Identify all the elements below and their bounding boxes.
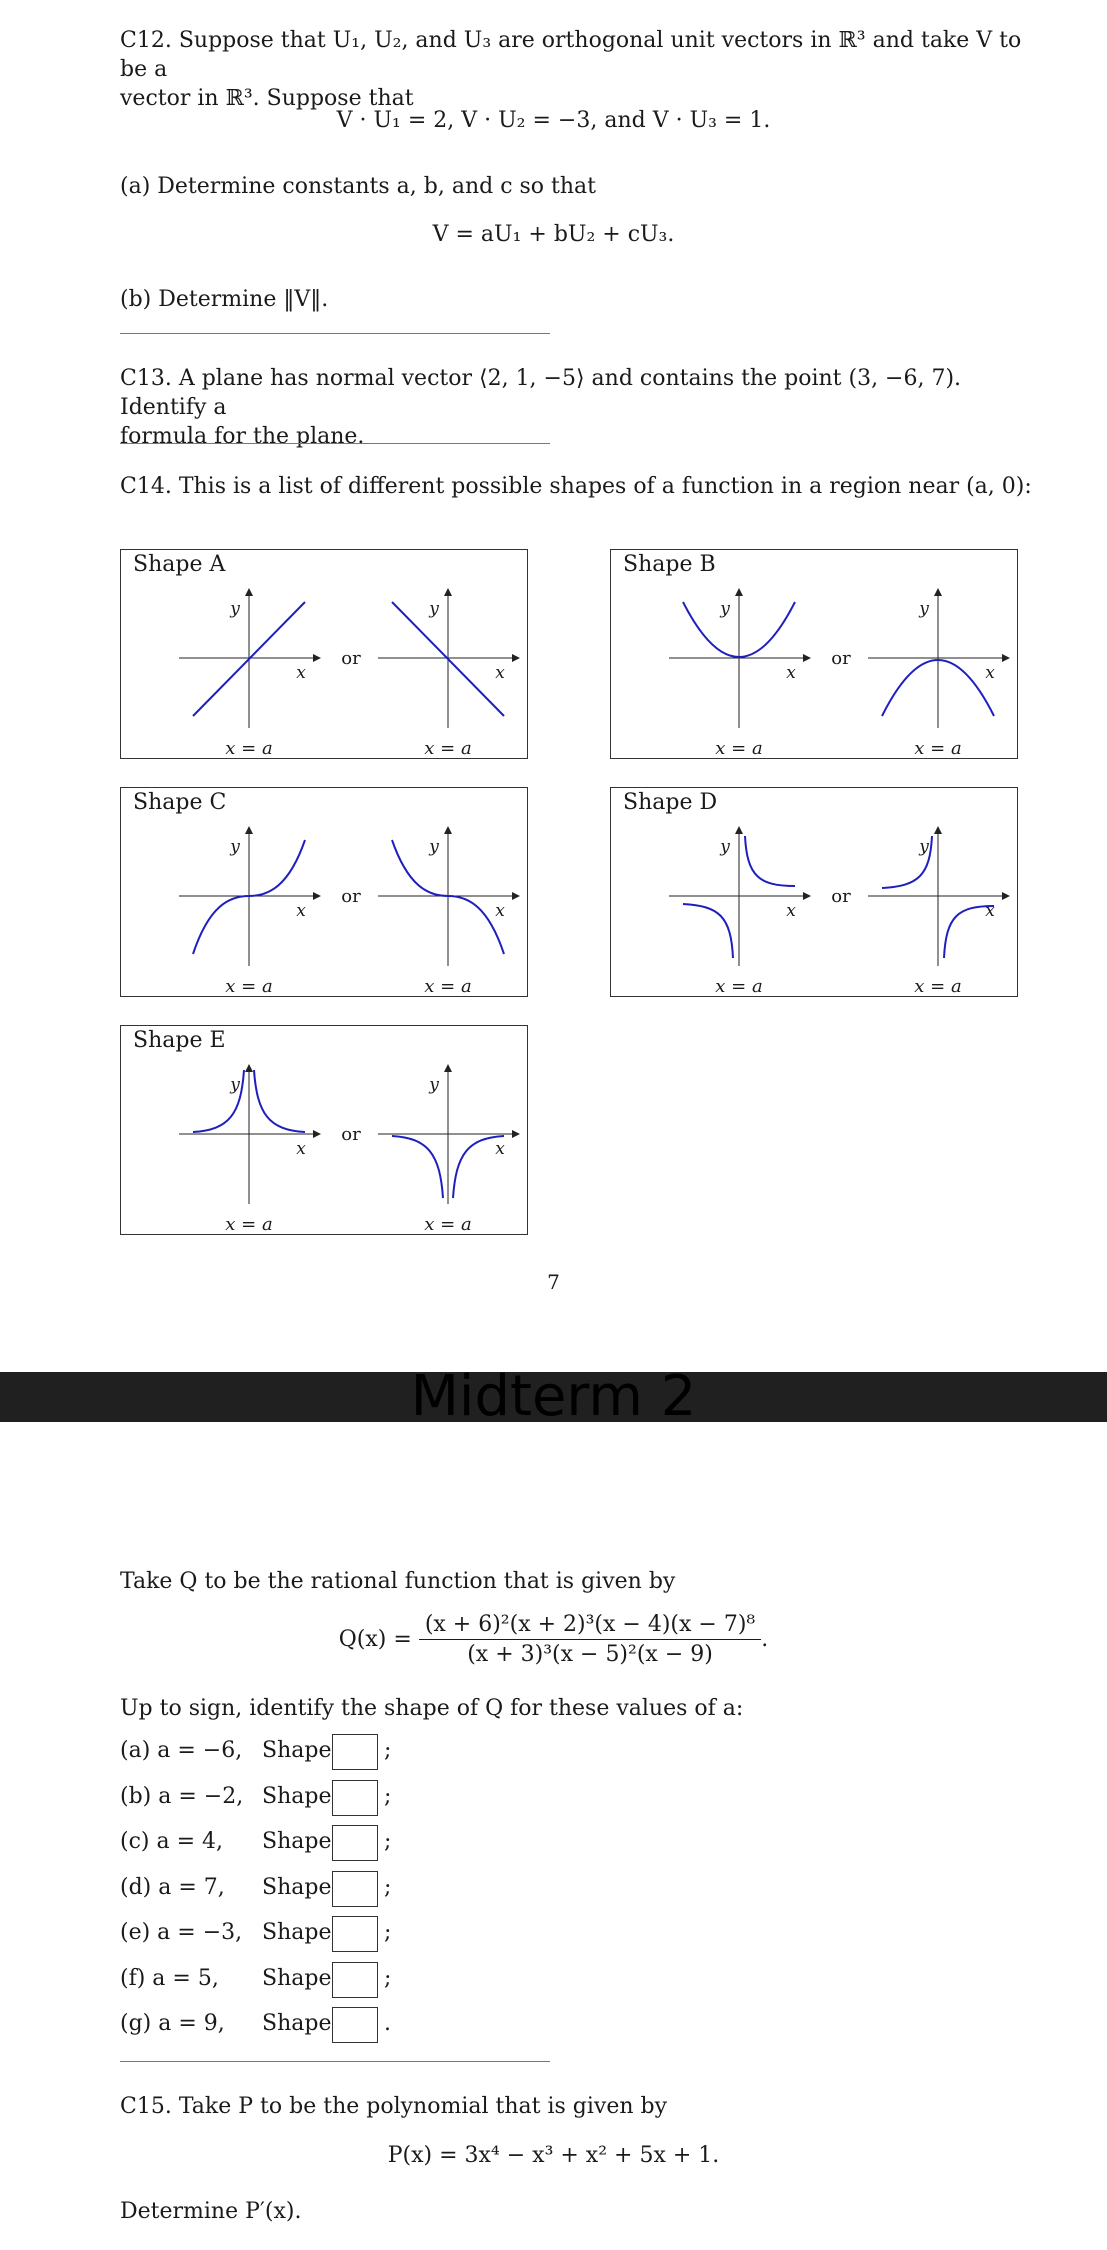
y-axis-label: y — [720, 599, 730, 619]
shape-question-label: (d) a = 7, — [120, 1875, 225, 1900]
y-axis-label: y — [720, 837, 730, 857]
y-axis-label: y — [230, 599, 240, 619]
c15-equation: P(x) = 3x⁴ − x³ + x² + 5x + 1. — [387, 2143, 720, 2168]
q-prompt: Up to sign, identify the shape of Q for these values of a: — [120, 1696, 744, 1721]
or-label: or — [341, 886, 361, 907]
x-axis-arrow — [1002, 892, 1010, 900]
x-axis-arrow — [313, 1130, 321, 1138]
divider — [120, 333, 550, 334]
shape-b-panel — [610, 549, 1018, 759]
q-equation — [0, 1612, 1107, 1667]
shape-answer-box-g[interactable] — [332, 2007, 378, 2043]
punctuation: ; — [384, 1829, 392, 1854]
x-axis-arrow — [803, 654, 811, 662]
shape-e-graph — [121, 1026, 529, 1236]
x-axis-label: x — [985, 901, 995, 921]
y-axis-arrow — [444, 826, 452, 834]
y-axis-arrow — [245, 1064, 253, 1072]
x-axis-label: x — [786, 663, 796, 683]
shape-question-label: (g) a = 9, — [120, 2011, 225, 2036]
shape-answer-box-f[interactable] — [332, 1962, 378, 1998]
or-label: or — [341, 1124, 361, 1145]
y-axis-arrow — [444, 1064, 452, 1072]
shape-answer-box-b[interactable] — [332, 1780, 378, 1816]
shape-c-panel — [120, 787, 528, 997]
shape-word: Shape — [262, 1738, 332, 1763]
punctuation: ; — [384, 1966, 392, 1991]
shape-c-graph — [121, 788, 529, 998]
divider — [120, 443, 550, 444]
shape-a-graph — [121, 550, 529, 760]
x-equals-a-label: x = a — [225, 1214, 273, 1235]
curve — [683, 904, 733, 958]
x-axis-arrow — [512, 1130, 520, 1138]
shape-question-label: (c) a = 4, — [120, 1829, 224, 1854]
or-label: or — [831, 886, 851, 907]
y-axis-arrow — [735, 588, 743, 596]
midterm-banner-title: Midterm 2 — [410, 1372, 697, 1422]
q-intro: Take Q to be the rational function that is given by — [120, 1569, 676, 1594]
shape-b-graph — [611, 550, 1019, 760]
y-axis-label: y — [919, 599, 929, 619]
y-axis-arrow — [245, 826, 253, 834]
shape-word: Shape — [262, 1829, 332, 1854]
punctuation: ; — [384, 1920, 392, 1945]
shape-word: Shape — [262, 2011, 332, 2036]
shape-e-title: Shape E — [133, 1028, 226, 1053]
curve — [392, 1136, 443, 1198]
c15-intro — [120, 2092, 1048, 2121]
shape-word: Shape — [262, 1920, 332, 1945]
midterm-banner — [0, 1372, 1107, 1422]
x-equals-a-label: x = a — [914, 976, 962, 997]
q-lhs: Q(x) = — [338, 1627, 412, 1652]
punctuation: . — [384, 2011, 391, 2036]
q-trail: . — [761, 1627, 769, 1652]
shape-answer-box-c[interactable] — [332, 1825, 378, 1861]
c12-intro-line1: Suppose that U₁, U₂, and U₃ are orthogonal unit vectors in ℝ³ and take V to be a — [120, 28, 1022, 82]
x-axis-label: x — [296, 663, 306, 683]
x-equals-a-label: x = a — [424, 738, 472, 759]
x-axis-label: x — [296, 901, 306, 921]
c15-prompt: Determine P′(x). — [120, 2199, 302, 2224]
x-equals-a-label: x = a — [715, 738, 763, 759]
shape-d-panel — [610, 787, 1018, 997]
x-axis-arrow — [512, 654, 520, 662]
or-label: or — [831, 648, 851, 669]
or-label: or — [341, 648, 361, 669]
y-axis-label: y — [429, 599, 439, 619]
punctuation: ; — [384, 1784, 392, 1809]
c13-line2: formula for the plane. — [120, 424, 365, 449]
y-axis-arrow — [934, 588, 942, 596]
curve — [254, 1070, 305, 1132]
x-axis-label: x — [786, 901, 796, 921]
x-equals-a-label: x = a — [715, 976, 763, 997]
x-equals-a-label: x = a — [914, 738, 962, 759]
c13-line1: A plane has normal vector ⟨2, 1, −5⟩ and contains the point (3, −6, 7). Identify a — [120, 366, 962, 420]
c12-intro-line2: vector in ℝ³. Suppose that — [120, 86, 414, 111]
y-axis-arrow — [444, 588, 452, 596]
shape-word: Shape — [262, 1966, 332, 1991]
c12-part-a: (a) Determine constants a, b, and c so that — [120, 174, 597, 199]
c12-part-a-equation: V = aU₁ + bU₂ + cU₃. — [432, 222, 675, 247]
q-denominator: (x + 3)³(x − 5)²(x − 9) — [467, 1642, 713, 1667]
shape-d-title: Shape D — [623, 790, 718, 815]
y-axis-label: y — [230, 1075, 240, 1095]
x-axis-label: x — [495, 901, 505, 921]
page-number: 7 — [547, 1270, 560, 1294]
divider — [120, 2061, 550, 2062]
x-axis-label: x — [495, 663, 505, 683]
c12-intro — [120, 26, 1048, 113]
c13-text — [120, 364, 1048, 451]
x-axis-arrow — [313, 654, 321, 662]
shape-answer-box-a[interactable] — [332, 1734, 378, 1770]
y-axis-label: y — [230, 837, 240, 857]
shape-a-panel — [120, 549, 528, 759]
c12-part-b: (b) Determine ‖V‖. — [120, 287, 329, 312]
x-equals-a-label: x = a — [225, 738, 273, 759]
x-axis-arrow — [1002, 654, 1010, 662]
shape-word: Shape — [262, 1875, 332, 1900]
shape-e-panel — [120, 1025, 528, 1235]
x-equals-a-label: x = a — [225, 976, 273, 997]
x-axis-arrow — [803, 892, 811, 900]
shape-answer-box-e[interactable] — [332, 1916, 378, 1952]
c14-intro — [120, 472, 1048, 501]
y-axis-arrow — [934, 826, 942, 834]
shape-c-title: Shape C — [133, 790, 227, 815]
x-axis-arrow — [512, 892, 520, 900]
curve — [745, 836, 795, 886]
shape-b-title: Shape B — [623, 552, 716, 577]
c13-label: C13. — [120, 366, 172, 391]
y-axis-label: y — [429, 1075, 439, 1095]
c15-intro-text: Take P to be the polynomial that is given by — [178, 2094, 668, 2119]
shape-word: Shape — [262, 1784, 332, 1809]
punctuation: ; — [384, 1738, 392, 1763]
x-equals-a-label: x = a — [424, 976, 472, 997]
c14-label: C14. — [120, 474, 172, 499]
x-axis-label: x — [495, 1139, 505, 1159]
shape-a-title: Shape A — [133, 552, 226, 577]
shape-question-label: (b) a = −2, — [120, 1784, 244, 1809]
c12-equation: V · U₁ = 2, V · U₂ = −3, and V · U₃ = 1. — [336, 108, 771, 133]
shape-question-label: (e) a = −3, — [120, 1920, 243, 1945]
shape-question-label: (f) a = 5, — [120, 1966, 219, 1991]
c12-label: C12. — [120, 28, 172, 53]
shape-d-graph — [611, 788, 1019, 998]
shape-answer-box-d[interactable] — [332, 1871, 378, 1907]
shape-question-label: (a) a = −6, — [120, 1738, 243, 1763]
y-axis-arrow — [245, 588, 253, 596]
c15-label: C15. — [120, 2094, 172, 2119]
x-equals-a-label: x = a — [424, 1214, 472, 1235]
q-numerator: (x + 6)²(x + 2)³(x − 4)(x − 7)⁸ — [419, 1612, 761, 1640]
x-axis-label: x — [985, 663, 995, 683]
y-axis-label: y — [919, 837, 929, 857]
y-axis-arrow — [735, 826, 743, 834]
c14-intro-text: This is a list of different possible shapes of a function in a region near (a, 0): — [178, 474, 1032, 499]
q-fraction — [419, 1612, 761, 1667]
y-axis-label: y — [429, 837, 439, 857]
x-axis-arrow — [313, 892, 321, 900]
punctuation: ; — [384, 1875, 392, 1900]
x-axis-label: x — [296, 1139, 306, 1159]
